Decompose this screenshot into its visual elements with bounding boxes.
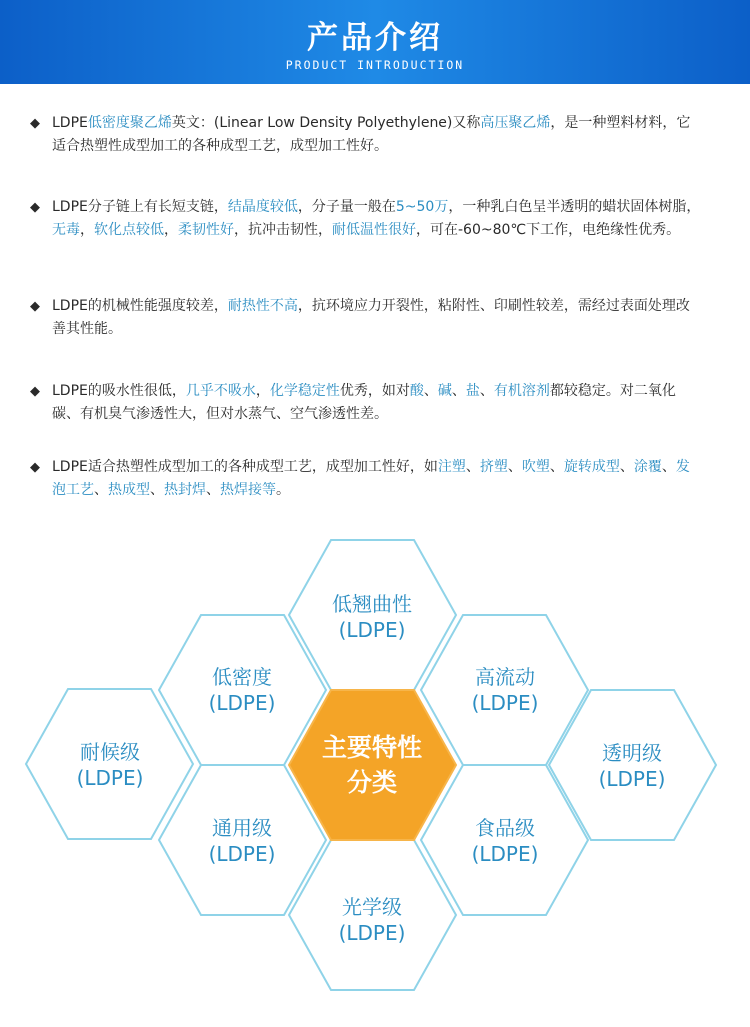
highlight-text: 旋转成型 (563, 459, 620, 475)
highlight-text: 结晶度较低 (227, 199, 298, 215)
body-text: 优秀，如对 (339, 383, 410, 399)
body-text: ，抗环境应力开裂性，粘附性、印刷性较差，需经过表面处理改善其性能。 (52, 298, 690, 337)
body-text: LDPE适合热塑性成型加工的各种成型工艺，成型加工性好，如 (52, 459, 438, 475)
body-text: LDPE的机械性能强度较差， (52, 298, 228, 314)
body-text: ，是一种塑料材料，它适合热塑性成型加工的各种成型工艺，成型加工性好。 (52, 115, 691, 154)
body-text: ， (255, 383, 270, 399)
body-text: ，抗冲击韧性， (234, 222, 332, 238)
body-text: 、 (479, 383, 494, 399)
hex-right-sub: (LDPE) (598, 767, 666, 791)
hex-lower-right-name: 食品级 (475, 816, 535, 840)
diamond-bullet-icon: ◆ (30, 200, 40, 215)
highlight-text: 化学稳定性 (269, 383, 340, 399)
body-text: ， (164, 222, 178, 238)
hex-center-line2: 分类 (346, 768, 398, 797)
highlight-text: 注塑 (437, 459, 466, 475)
highlight-text: 热成型 (108, 482, 150, 498)
body-text: 都较稳定。对二氧化碳、有机臭气渗透性大，但对水蒸气、空气渗透性差。 (52, 383, 676, 422)
hex-upper-right-name: 高流动 (475, 665, 535, 689)
body-text: 。 (276, 482, 290, 498)
highlight-text: 热焊接等 (220, 482, 276, 498)
body-text: 、 (150, 482, 164, 498)
body-text: LDPE (52, 115, 88, 131)
highlight-text: 酸 (409, 383, 424, 399)
body-text: 、 (206, 482, 220, 498)
body-text: 、 (465, 459, 480, 475)
highlight-text: 低密度聚乙烯 (87, 115, 172, 131)
highlight-text: 有机溶剂 (493, 383, 550, 399)
body-text: 、 (94, 482, 108, 498)
hex-upper-right-sub: (LDPE) (471, 691, 539, 715)
hex-lower-left-name: 通用级 (212, 816, 272, 840)
body-text: LDPE的吸水性很低， (52, 383, 186, 399)
highlight-text: 高压聚乙烯 (480, 115, 551, 131)
diamond-bullet-icon: ◆ (30, 299, 40, 314)
highlight-text: 软化点较低 (94, 222, 164, 238)
body-text: 英文：(Linear Low Density Polyethylene)又称 (171, 115, 481, 131)
hex-right-name: 透明级 (602, 741, 662, 765)
hex-left-name: 耐候级 (80, 740, 140, 764)
body-text: 、 (661, 459, 676, 475)
body-text: ，分子量一般在 (297, 199, 396, 215)
hex-top-name: 低翘曲性 (332, 592, 412, 616)
hex-top-sub: (LDPE) (338, 618, 406, 642)
hex-bottom-name: 光学级 (342, 895, 402, 919)
hex-upper-left-sub: (LDPE) (208, 691, 276, 715)
diamond-bullet-icon: ◆ (30, 384, 40, 399)
page-title: 产品介绍 (307, 20, 443, 56)
highlight-text: 盐 (465, 383, 480, 399)
highlight-text: 吹塑 (521, 459, 550, 475)
highlight-text: 涂覆 (633, 459, 662, 475)
hex-left-sub: (LDPE) (76, 766, 144, 790)
highlight-text: 5~50万 (395, 199, 449, 215)
hex-lower-right-sub: (LDPE) (471, 842, 539, 866)
body-text: 、 (423, 383, 438, 399)
highlight-text: 耐低温性很好 (332, 222, 416, 238)
highlight-text: 热封焊 (164, 482, 206, 498)
highlight-text: 柔韧性好 (178, 222, 234, 238)
diamond-bullet-icon: ◆ (30, 460, 40, 475)
highlight-text: 几乎不吸水 (185, 383, 256, 399)
body-text: ，可在-60~80℃下工作，电绝缘性优秀。 (416, 222, 681, 238)
highlight-text: 无毒 (52, 222, 80, 238)
hex-left (26, 689, 193, 839)
body-text: ， (80, 222, 94, 238)
highlight-text: 发泡工艺 (52, 459, 690, 498)
body-text: 、 (549, 459, 564, 475)
hex-bottom-sub: (LDPE) (338, 921, 406, 945)
highlight-text: 耐热性不高 (227, 298, 298, 314)
body-text: 、 (619, 459, 634, 475)
body-text: 、 (507, 459, 522, 475)
highlight-text: 碱 (437, 383, 452, 399)
page-subtitle: PRODUCT INTRODUCTION (285, 58, 465, 72)
body-text: LDPE分子链上有长短支链， (52, 199, 228, 215)
hex-upper-left-name: 低密度 (212, 665, 272, 689)
diamond-bullet-icon: ◆ (30, 116, 40, 131)
body-text: ，一种乳白色呈半透明的蜡状固体树脂， (448, 199, 701, 215)
hex-center-line1: 主要特性 (321, 733, 423, 762)
body-text: 、 (451, 383, 466, 399)
highlight-text: 挤塑 (479, 459, 508, 475)
hex-lower-left-sub: (LDPE) (208, 842, 276, 866)
